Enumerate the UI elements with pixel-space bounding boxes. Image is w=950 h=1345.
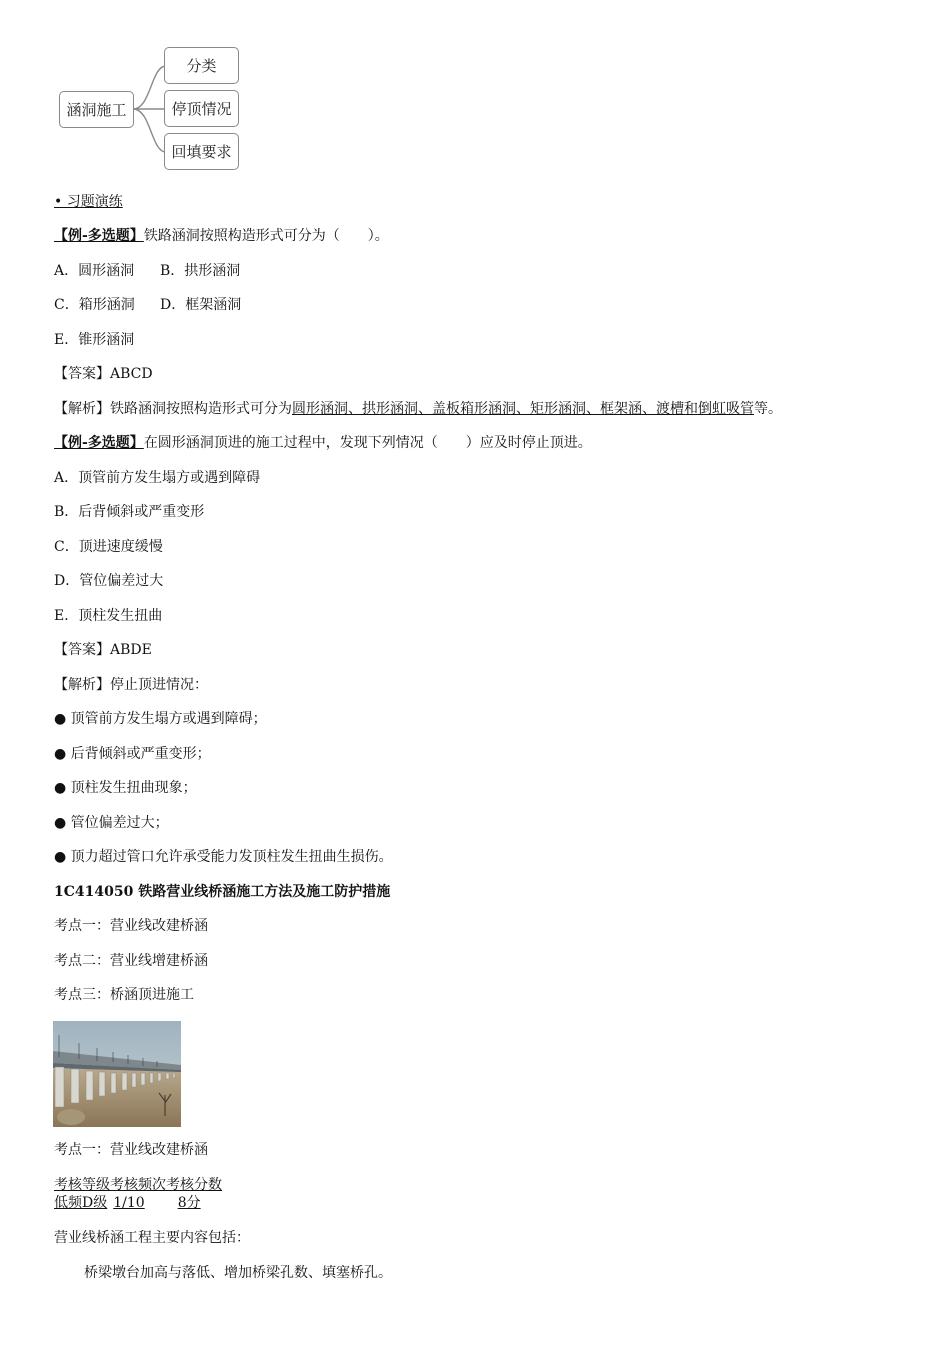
q1-options-cd [54,296,241,314]
bridge-photo [53,1021,181,1127]
q2-stem: 【例-多选题】在圆形涵洞顶进的施工过程中，发现下列情况（ ）应及时停止顶进。 [54,435,592,451]
q2-option-c: C．顶进速度缓慢 [54,539,163,555]
q2-option-e: E．顶柱发生扭曲 [54,608,163,624]
mindmap-branch-stop-jacking: 停顶情况 [164,90,239,127]
mindmap-branch-backfill: 回填要求 [164,133,239,170]
q1-option-a: A．圆形涵洞 [54,263,135,279]
q2-analysis: 【解析】停止顶进情况： [54,677,208,693]
q2-tag: 【例-多选题】 [54,435,144,451]
q1-option-c: C．箱形涵洞 [54,297,135,313]
mindmap-root: 涵洞施工 [59,91,134,128]
q2-option-a: A．顶管前方发生塌方或遇到障碍 [54,470,261,486]
chapter-title: 1C414050 铁路营业线桥涵施工方法及施工防护措施 [54,884,391,900]
score-frequency: 1/10 [113,1195,145,1211]
q1-analysis: 【解析】铁路涵洞按照构造形式可分为圆形涵洞、拱形涵洞、盖板箱形涵洞、矩形涵洞、框架涵、渡槽和倒虹吸管等。 [54,401,782,417]
q2-answer: 【答案】ABDE [54,642,152,658]
score-level: 低频D级 [54,1195,108,1211]
q1-stem: 【例-多选题】铁路涵洞按照构造形式可分为（ ）。 [54,228,389,244]
q2-bullet: ● 顶管前方发生塌方或遇到障碍； [54,711,267,727]
q1-option-e: E．锥形涵洞 [54,332,135,348]
q2-bullet: ● 顶柱发生扭曲现象； [54,780,197,796]
q1-option-b: B．拱形涵洞 [160,263,241,279]
q1-options-ab [54,262,240,280]
content-intro: 营业线桥涵工程主要内容包括： [54,1230,250,1246]
q2-option-d: D．管位偏差过大 [54,573,164,589]
q2-bullet: ● 顶力超过管口允许承受能力发顶柱发生扭曲生损伤。 [54,849,393,865]
mindmap-branch-category: 分类 [164,47,239,84]
q2-bullet: ● 后背倾斜或严重变形； [54,746,211,762]
score-table [54,1176,222,1212]
q1-answer: 【答案】ABCD [54,366,153,382]
exam-point: 考点一：营业线改建桥涵 [54,918,208,934]
score-table-header: 考核等级考核频次考核分数 [54,1177,222,1193]
q1-option-d: D．框架涵洞 [160,297,242,313]
mindmap [56,44,246,174]
score-value: 8分 [177,1195,201,1211]
q1-tag: 【例-多选题】 [54,228,144,244]
exam-point-repeat: 考点一：营业线改建桥涵 [54,1142,208,1158]
content-detail: 桥梁墩台加高与落低、增加桥梁孔数、填塞桥孔。 [84,1265,392,1281]
section-heading: • 习题演练 [54,194,123,210]
exam-point: 考点二：营业线增建桥涵 [54,953,208,969]
score-table-row [54,1194,222,1212]
q2-option-b: B．后背倾斜或严重变形 [54,504,205,520]
exam-point: 考点三：桥涵顶进施工 [54,987,194,1003]
q2-bullet: ● 管位偏差过大； [54,815,169,831]
